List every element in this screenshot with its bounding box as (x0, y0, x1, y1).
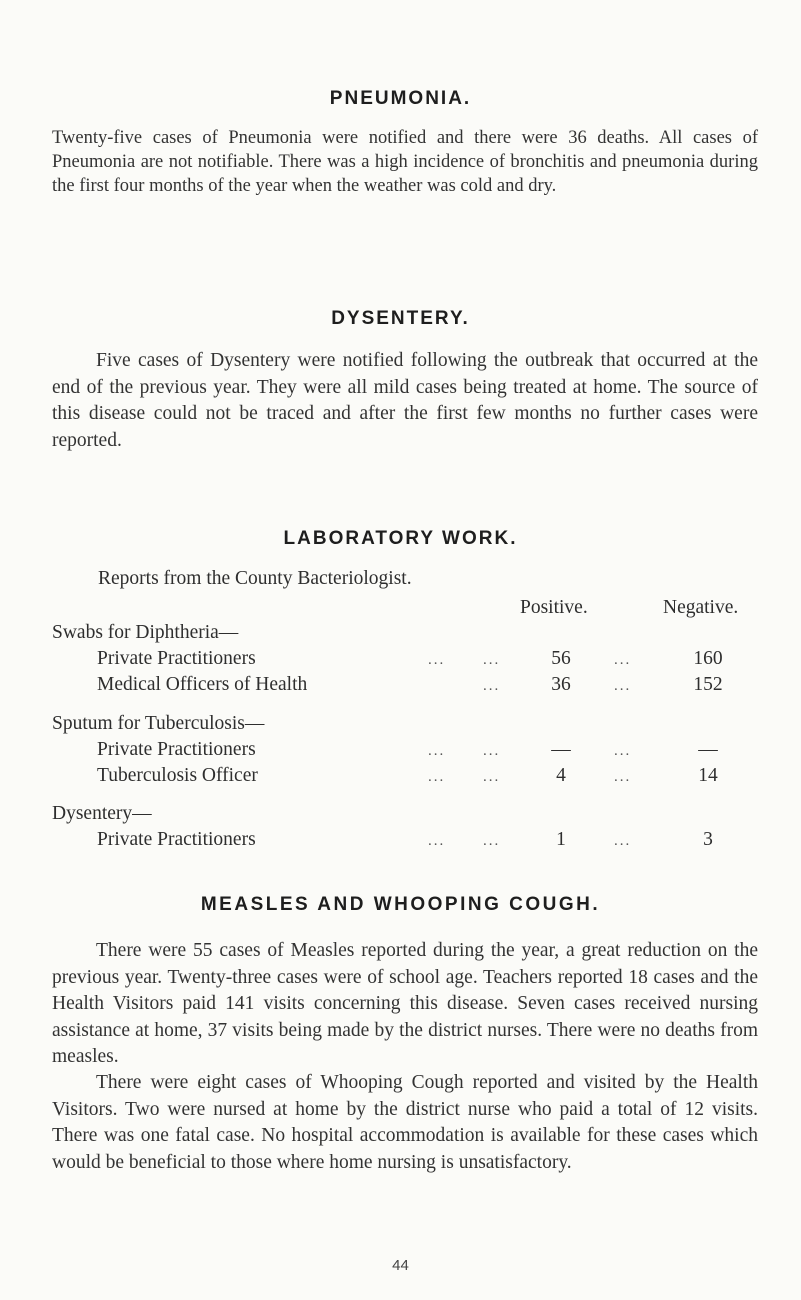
leader-dots: ... (428, 769, 446, 785)
leader-dots: ... (614, 743, 632, 759)
dysentery-paragraph: Five cases of Dysentery were notified following the outbreak that occurred at the end of the previous year. They were all mild cases being treated at home. The source of this disease could not be traced and after the first few months no further cases were reported. (52, 350, 758, 451)
leader-dots: ... (428, 652, 446, 668)
laboratory-intro: Reports from the County Bacteriologist. (98, 568, 412, 589)
leader-dots: ... (483, 833, 501, 849)
group-title-tuberculosis: Sputum for Tuberculosis— (52, 713, 265, 734)
positive-value: 1 (556, 829, 566, 850)
group-title-diphtheria: Swabs for Diphtheria— (52, 622, 239, 643)
whooping-cough-paragraph: There were eight cases of Whooping Cough reported and visited by the Health Visitors. Two were nursed at home by the district nurse who paid a total of 12 visits. There was one fatal case. No hospital accommodation is available for these cases which would be beneficial to those where home nursing is unsatisfactory. (52, 1072, 758, 1173)
negative-value: 3 (703, 829, 713, 850)
pneumonia-heading: PNEUMONIA. (329, 88, 472, 109)
positive-value: 4 (556, 765, 566, 786)
leader-dots: ... (483, 652, 501, 668)
laboratory-heading: LABORATORY WORK. (283, 528, 518, 549)
leader-dots: ... (483, 743, 501, 759)
leader-dots: ... (614, 769, 632, 785)
page-number: 44 (392, 1257, 409, 1274)
measles-paragraph: There were 55 cases of Measles reported during the year, a great reduction on the previous year. Twenty-three cases were of school age. Teachers reported 18 cases and the Health Visitors paid 141 visits concerning this disease. Seven cases received nursing assistance at home, 37 visits being made by the district nurses. There were no deaths from measles. (52, 940, 758, 1067)
negative-value: — (698, 739, 718, 760)
leader-dots: ... (614, 652, 632, 668)
positive-value: 56 (551, 648, 571, 669)
row-label: Tuberculosis Officer (97, 765, 258, 786)
positive-value: — (551, 739, 571, 760)
row-label: Private Practitioners (97, 648, 256, 669)
leader-dots: ... (483, 678, 501, 694)
leader-dots: ... (428, 833, 446, 849)
positive-value: 36 (551, 674, 571, 695)
measles-heading: MEASLES AND WHOOPING COUGH. (200, 894, 601, 915)
group-title-dysentery: Dysentery— (52, 803, 152, 824)
row-label: Private Practitioners (97, 829, 256, 850)
dysentery-heading: DYSENTERY. (331, 308, 470, 329)
column-header-positive: Positive. (520, 597, 588, 618)
negative-value: 160 (693, 648, 723, 669)
negative-value: 14 (698, 765, 718, 786)
leader-dots: ... (614, 833, 632, 849)
column-header-negative: Negative. (663, 597, 739, 618)
leader-dots: ... (428, 743, 446, 759)
leader-dots: ... (614, 678, 632, 694)
row-label: Private Practitioners (97, 739, 256, 760)
pneumonia-paragraph: Twenty-five cases of Pneumonia were notified and there were 36 deaths. All cases of Pneumonia are not notifiable. There was a high incidence of bronchitis and pneumonia during the first four months of the year when the weather was cold and dry. (52, 128, 758, 196)
negative-value: 152 (693, 674, 723, 695)
row-label: Medical Officers of Health (97, 674, 308, 695)
leader-dots: ... (483, 769, 501, 785)
